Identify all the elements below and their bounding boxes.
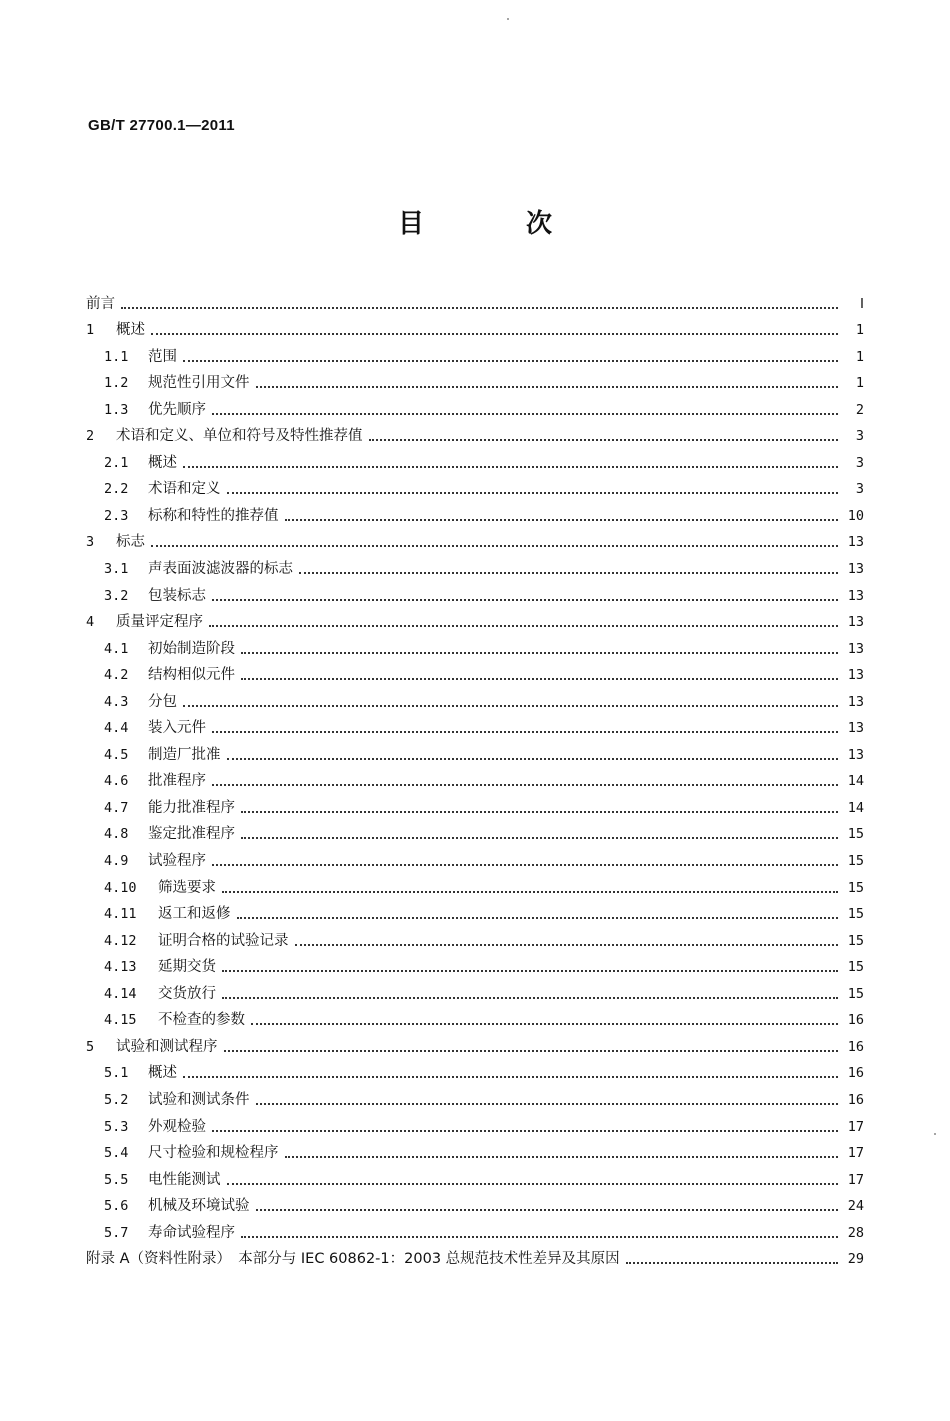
toc-entry-number: 4.3 [104, 693, 129, 710]
toc-entry[interactable] [86, 976, 864, 1003]
toc-entry-label: 不检查的参数 [158, 1012, 245, 1029]
toc-entry[interactable] [86, 950, 864, 977]
toc-entry-label: 分包 [148, 693, 177, 710]
scan-speck [934, 1133, 936, 1135]
toc-entry-page: 16 [847, 1038, 864, 1055]
toc-entry[interactable] [86, 658, 864, 685]
dot-leader [183, 359, 838, 362]
toc-entry-page: 17 [847, 1145, 864, 1162]
dot-leader [369, 438, 839, 441]
toc-entry[interactable] [86, 737, 864, 764]
toc-entry[interactable] [86, 1242, 864, 1269]
toc-entry-number: 5.5 [104, 1171, 129, 1188]
toc-entry[interactable] [86, 1189, 864, 1216]
toc-entry-page: 3 [855, 481, 864, 498]
dot-leader [212, 863, 838, 866]
dot-leader [212, 783, 838, 786]
toc-entry-page: 15 [847, 906, 864, 923]
toc-entry-label: 交货放行 [158, 985, 216, 1002]
toc-entry-label: 外观检验 [148, 1118, 206, 1135]
toc-entry-page: 15 [847, 879, 864, 896]
toc-entry-number: 4.7 [104, 799, 129, 816]
toc-entry-number: 4.2 [104, 667, 129, 684]
toc-entry-label: 试验和测试程序 [116, 1038, 218, 1055]
dot-leader [227, 757, 839, 760]
dot-leader [241, 836, 838, 839]
toc-entry[interactable] [86, 339, 864, 366]
dot-leader [237, 916, 839, 919]
toc-entry-page: Ⅰ [860, 295, 864, 312]
toc-entry-number: 4.8 [104, 826, 129, 843]
toc-entry-page: 13 [847, 667, 864, 684]
dot-leader [241, 1235, 838, 1238]
toc-entry-page: 1 [855, 348, 864, 365]
toc-entry[interactable] [86, 445, 864, 472]
dot-leader [222, 890, 838, 893]
toc-entry-label: 试验程序 [148, 853, 206, 870]
toc-entry-label: 包装标志 [148, 587, 206, 604]
toc-entry[interactable] [86, 313, 864, 340]
toc-entry-number: 4.12 [104, 932, 137, 949]
toc-entry-page: 15 [847, 853, 864, 870]
toc-entry-page: 3 [855, 454, 864, 471]
toc-entry-page: 13 [847, 720, 864, 737]
toc-entry-label: 前言 [86, 295, 115, 312]
toc-entry-page: 1 [855, 375, 864, 392]
toc-entry-label: 尺寸检验和规检程序 [148, 1145, 279, 1162]
table-of-contents [86, 286, 864, 1268]
toc-entry-page: 15 [847, 826, 864, 843]
toc-entry[interactable] [86, 1003, 864, 1030]
toc-entry-label: 质量评定程序 [116, 614, 203, 631]
dot-leader [151, 544, 838, 547]
toc-entry-page: 10 [847, 507, 864, 524]
toc-entry-number: 3.1 [104, 561, 129, 578]
toc-entry-label: 机械及环境试验 [148, 1198, 250, 1215]
toc-entry-number: 5 [86, 1038, 95, 1055]
toc-entry[interactable] [86, 711, 864, 738]
toc-entry-label: 筛选要求 [158, 879, 216, 896]
toc-entry-label: 标志 [116, 534, 145, 551]
toc-entry-label: 电性能测试 [148, 1171, 221, 1188]
toc-entry-page: 16 [847, 1065, 864, 1082]
dot-leader [209, 624, 838, 627]
dot-leader [626, 1261, 838, 1264]
toc-entry[interactable] [86, 1082, 864, 1109]
toc-entry-label: 制造厂批准 [148, 746, 221, 763]
toc-entry-page: 14 [847, 773, 864, 790]
dot-leader [285, 518, 839, 521]
toc-entry-number: 4.1 [104, 640, 129, 657]
toc-entry-page: 28 [847, 1224, 864, 1241]
standard-code: GB/T 27700.1—2011 [88, 117, 235, 134]
toc-entry-page: 16 [847, 1091, 864, 1108]
toc-entry-number: 3.2 [104, 587, 129, 604]
toc-entry[interactable] [86, 897, 864, 924]
dot-leader [183, 704, 838, 707]
toc-entry[interactable] [86, 578, 864, 605]
toc-entry-number: 3 [86, 534, 95, 551]
toc-entry-number: 2 [86, 428, 95, 445]
toc-entry-number: 2.3 [104, 507, 129, 524]
toc-entry-page: 13 [847, 614, 864, 631]
toc-entry-page: 1 [855, 322, 864, 339]
toc-entry-label: 能力批准程序 [148, 799, 235, 816]
dot-leader [227, 491, 839, 494]
toc-entry-label: 鉴定批准程序 [148, 826, 235, 843]
toc-entry-label: 声表面波滤波器的标志 [148, 561, 293, 578]
dot-leader [183, 1075, 838, 1078]
toc-entry-number: 5.7 [104, 1224, 129, 1241]
toc-entry[interactable] [86, 392, 864, 419]
dot-leader [295, 943, 839, 946]
toc-entry-number: 4 [86, 614, 95, 631]
toc-entry[interactable] [86, 605, 864, 632]
toc-entry-page: 3 [855, 428, 864, 445]
toc-entry[interactable] [86, 419, 864, 446]
dot-leader [222, 996, 838, 999]
dot-leader [285, 1155, 839, 1158]
dot-leader [151, 332, 838, 335]
toc-entry-label: 概述 [148, 454, 177, 471]
toc-entry-label: 结构相似元件 [148, 667, 235, 684]
toc-entry-number: 2.2 [104, 481, 129, 498]
toc-entry-label: 附录 A（资料性附录） 本部分与 IEC 60862-1：2003 总规范技术性差异及其原因 [86, 1251, 620, 1268]
toc-entry-number: 4.13 [104, 959, 137, 976]
toc-entry-page: 15 [847, 985, 864, 1002]
toc-entry[interactable] [86, 870, 864, 897]
toc-entry[interactable] [86, 631, 864, 658]
toc-entry[interactable] [86, 1109, 864, 1136]
toc-entry[interactable] [86, 366, 864, 393]
toc-entry-number: 1 [86, 322, 95, 339]
toc-entry[interactable] [86, 817, 864, 844]
dot-leader [241, 810, 838, 813]
toc-entry[interactable] [86, 286, 864, 313]
toc-entry[interactable] [86, 1215, 864, 1242]
toc-entry-page: 13 [847, 534, 864, 551]
toc-entry-label: 概述 [148, 1065, 177, 1082]
dot-leader [256, 1208, 839, 1211]
toc-entry[interactable] [86, 472, 864, 499]
toc-entry-page: 13 [847, 640, 864, 657]
toc-entry-label: 初始制造阶段 [148, 640, 235, 657]
scan-speck [507, 18, 509, 20]
toc-entry-page: 2 [855, 401, 864, 418]
dot-leader [212, 412, 838, 415]
toc-entry-label: 术语和定义 [148, 481, 221, 498]
toc-entry[interactable] [86, 790, 864, 817]
toc-entry-number: 1.3 [104, 401, 129, 418]
toc-entry[interactable] [86, 684, 864, 711]
toc-entry-number: 4.5 [104, 746, 129, 763]
dot-leader [251, 1022, 838, 1025]
toc-entry[interactable] [86, 551, 864, 578]
toc-entry-label: 寿命试验程序 [148, 1224, 235, 1241]
toc-entry-number: 4.4 [104, 720, 129, 737]
toc-entry-label: 试验和测试条件 [148, 1091, 250, 1108]
toc-entry-page: 17 [847, 1118, 864, 1135]
toc-entry-number: 5.3 [104, 1118, 129, 1135]
toc-entry-page: 24 [847, 1198, 864, 1215]
dot-leader [224, 1049, 839, 1052]
toc-entry-label: 范围 [148, 348, 177, 365]
toc-entry-label: 优先顺序 [148, 401, 206, 418]
toc-entry-label: 术语和定义、单位和符号及特性推荐值 [116, 428, 363, 445]
toc-entry[interactable] [86, 923, 864, 950]
toc-entry-label: 概述 [116, 322, 145, 339]
dot-leader [299, 571, 838, 574]
dot-leader [121, 306, 838, 309]
toc-entry-number: 5.4 [104, 1145, 129, 1162]
toc-entry-number: 4.6 [104, 773, 129, 790]
toc-entry-page: 13 [847, 561, 864, 578]
toc-entry[interactable] [86, 498, 864, 525]
dot-leader [183, 465, 838, 468]
page-title: 目 次 [397, 209, 590, 239]
dot-leader [222, 969, 838, 972]
dot-leader [241, 651, 838, 654]
toc-entry-label: 批准程序 [148, 773, 206, 790]
toc-entry-page: 13 [847, 587, 864, 604]
toc-entry-page: 29 [847, 1251, 864, 1268]
toc-entry-page: 13 [847, 746, 864, 763]
toc-entry[interactable] [86, 1162, 864, 1189]
toc-entry-page: 15 [847, 959, 864, 976]
dot-leader [212, 598, 838, 601]
toc-entry[interactable] [86, 1056, 864, 1083]
toc-entry-number: 4.14 [104, 985, 137, 1002]
toc-entry-number: 4.11 [104, 906, 137, 923]
toc-entry-number: 4.15 [104, 1012, 137, 1029]
toc-entry[interactable] [86, 764, 864, 791]
toc-entry-page: 13 [847, 693, 864, 710]
toc-entry-page: 17 [847, 1171, 864, 1188]
toc-entry-label: 规范性引用文件 [148, 375, 250, 392]
toc-entry-number: 2.1 [104, 454, 129, 471]
toc-entry[interactable] [86, 1029, 864, 1056]
toc-entry-number: 1.2 [104, 375, 129, 392]
toc-entry-number: 1.1 [104, 348, 129, 365]
dot-leader [212, 1129, 838, 1132]
toc-entry-label: 装入元件 [148, 720, 206, 737]
toc-entry[interactable] [86, 525, 864, 552]
toc-entry-label: 返工和返修 [158, 906, 231, 923]
toc-entry-page: 15 [847, 932, 864, 949]
toc-entry-number: 5.1 [104, 1065, 129, 1082]
toc-entry[interactable] [86, 1136, 864, 1163]
toc-entry-label: 标称和特性的推荐值 [148, 507, 279, 524]
toc-entry-number: 4.10 [104, 879, 137, 896]
dot-leader [227, 1182, 839, 1185]
toc-entry-label: 延期交货 [158, 959, 216, 976]
dot-leader [256, 385, 839, 388]
toc-entry[interactable] [86, 843, 864, 870]
dot-leader [241, 677, 838, 680]
toc-entry-page: 16 [847, 1012, 864, 1029]
dot-leader [212, 730, 838, 733]
toc-entry-page: 14 [847, 799, 864, 816]
toc-entry-label: 证明合格的试验记录 [158, 932, 289, 949]
dot-leader [256, 1102, 839, 1105]
toc-entry-number: 5.2 [104, 1091, 129, 1108]
toc-entry-number: 4.9 [104, 853, 129, 870]
toc-entry-number: 5.6 [104, 1198, 129, 1215]
